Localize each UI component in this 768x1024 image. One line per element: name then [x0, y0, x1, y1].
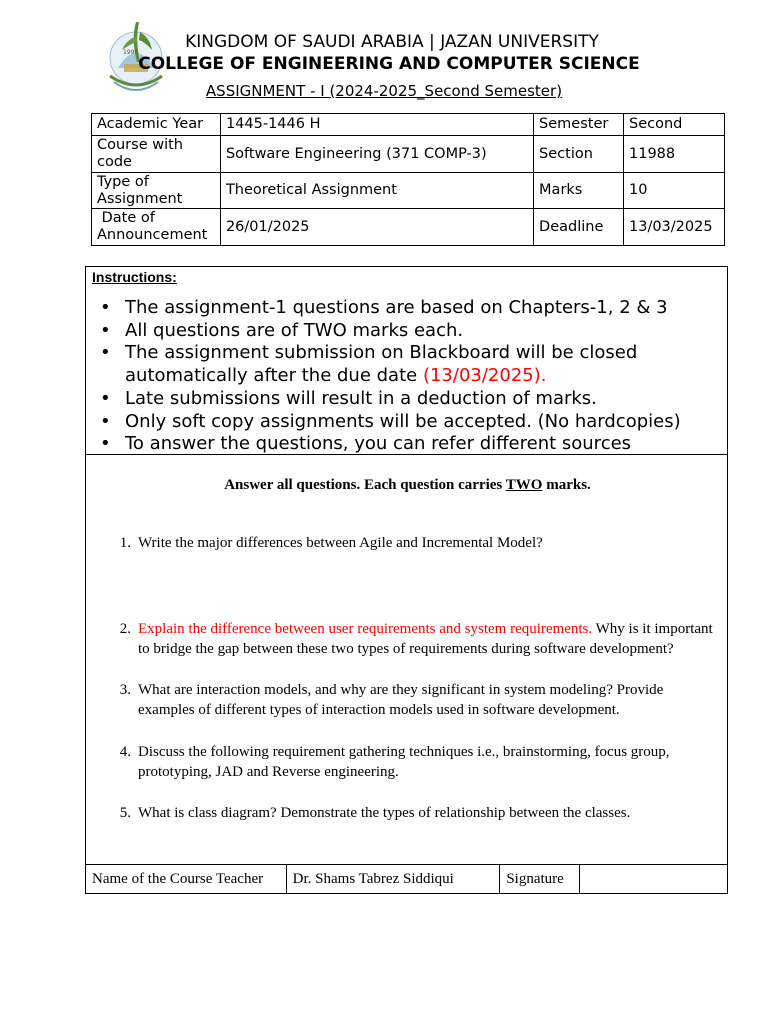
course-value: Software Engineering (371 COMP-3) — [220, 136, 533, 173]
instruction-item — [100, 411, 720, 434]
question-number: 2. — [119, 621, 131, 637]
question-number: 3. — [119, 682, 131, 698]
question-1 — [111, 533, 721, 553]
academic-year-value: 1445-1446 H — [220, 114, 533, 136]
marks-value: 10 — [624, 173, 725, 209]
heading-prefix: Answer all questions. Each question carries — [224, 477, 506, 493]
instruction-text: Late submissions will result in a deduction of marks. — [125, 387, 597, 409]
info-row-date — [92, 209, 725, 246]
question-text: Discuss the following requirement gathering techniques i.e., brainstorming, focus group, prototyping, JAD and Reverse engineering. — [138, 744, 670, 780]
instruction-item — [100, 320, 720, 343]
due-date-highlight: (13/03/2025). — [422, 365, 547, 387]
instruction-item — [100, 297, 720, 320]
type-label: Type of Assignment — [92, 173, 221, 209]
header-university-line: KINGDOM OF SAUDI ARABIA | JAZAN UNIVERSITY — [185, 32, 599, 52]
heading-emphasis: TWO — [505, 477, 543, 493]
question-text-rest: Why is it important to bridge the gap between these two types of requirements during software development? — [138, 621, 713, 657]
question-text: What is class diagram? Demonstrate the types of relationship between the classes. — [138, 805, 631, 821]
info-row-type — [92, 173, 725, 209]
instructions-box — [85, 266, 728, 455]
assignment-title — [0, 82, 768, 100]
teacher-row — [86, 865, 728, 894]
svg-text:1996: 1996 — [123, 49, 139, 56]
question-4 — [111, 742, 721, 782]
question-number: 4. — [119, 744, 131, 760]
instruction-text: The assignment-1 questions are based on Chapters-1, 2 & 3 — [125, 297, 668, 318]
instruction-item — [100, 433, 720, 456]
question-text: Write the major differences between Agile and Incremental Model? — [138, 535, 543, 551]
academic-year-label: Academic Year — [92, 114, 221, 136]
question-text — [138, 619, 721, 659]
info-row-academic-year — [92, 114, 725, 136]
date-value: 26/01/2025 — [220, 209, 533, 246]
teacher-name: Dr. Shams Tabrez Siddiqui — [286, 865, 500, 894]
question-highlight: Explain the difference between user requirements and system requirements. — [138, 621, 593, 637]
question-number: 1. — [119, 535, 131, 551]
question-2 — [111, 619, 721, 659]
section-label: Section — [534, 136, 624, 173]
type-value: Theoretical Assignment — [220, 173, 533, 209]
assignment-period: (2024-2025_Second Semester) — [329, 82, 563, 100]
instructions-title: Instructions: — [92, 269, 177, 285]
info-row-course — [92, 136, 725, 173]
signature-field — [580, 865, 728, 894]
deadline-value: 13/03/2025 — [624, 209, 725, 246]
questions-heading — [86, 477, 729, 494]
question-number: 5. — [119, 805, 131, 821]
teacher-signature-table — [85, 864, 728, 894]
assignment-name: ASSIGNMENT - I — [205, 82, 330, 100]
section-value: 11988 — [624, 136, 725, 173]
instruction-text: The assignment submission on Blackboard will be closed automatically after the due date — [125, 342, 638, 387]
bullet-icon: • — [100, 387, 111, 409]
instruction-item — [100, 388, 720, 411]
bullet-icon: • — [100, 342, 111, 364]
bullet-icon: • — [100, 410, 111, 432]
course-label: Course with code — [92, 136, 221, 173]
deadline-label: Deadline — [534, 209, 624, 246]
question-3 — [111, 680, 721, 720]
header-college-line: COLLEGE OF ENGINEERING AND COMPUTER SCIENCE — [138, 54, 640, 74]
bullet-icon: • — [100, 297, 111, 318]
date-label: Date of Announcement — [92, 209, 221, 246]
bullet-icon: • — [100, 319, 111, 341]
questions-box — [85, 455, 728, 865]
question-5 — [111, 803, 721, 823]
bullet-icon: • — [100, 433, 111, 455]
instruction-item — [100, 342, 720, 387]
instruction-text: To answer the questions, you can refer different sources — [125, 433, 632, 455]
marks-label: Marks — [534, 173, 624, 209]
teacher-label: Name of the Course Teacher — [86, 865, 287, 894]
instruction-text: All questions are of TWO marks each. — [125, 319, 464, 341]
course-info-table — [91, 113, 725, 246]
heading-suffix: marks. — [542, 477, 591, 493]
semester-label: Semester — [534, 114, 624, 136]
instructions-list — [100, 297, 720, 456]
instruction-text: Only soft copy assignments will be accepted. (No hardcopies) — [125, 410, 681, 432]
semester-value: Second — [624, 114, 725, 136]
question-text: What are interaction models, and why are they significant in system modeling? Provide examples of different types of interaction models used in software development. — [138, 682, 664, 718]
signature-label: Signature — [500, 865, 580, 894]
